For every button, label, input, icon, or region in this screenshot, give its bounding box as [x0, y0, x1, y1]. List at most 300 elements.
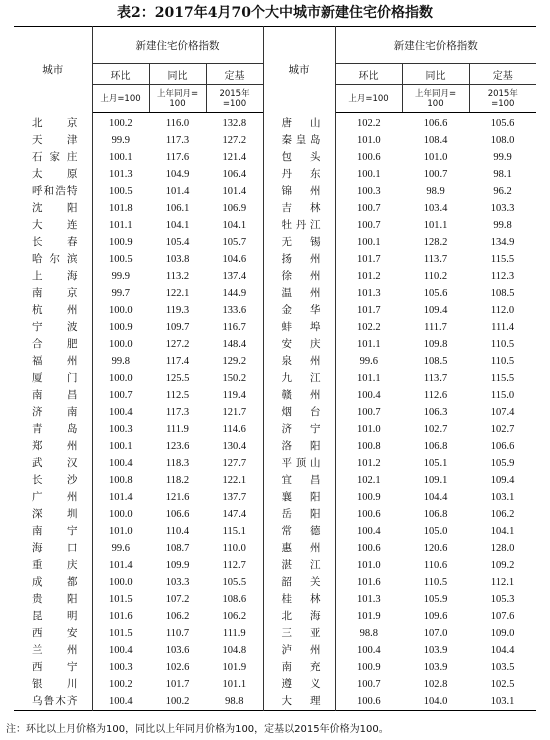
yoy-cell: 100.2: [165, 696, 190, 707]
yoy-cell: 106.6: [165, 509, 190, 520]
city-cell: 南 昌: [14, 387, 92, 404]
mom-cell: 100.1: [108, 152, 133, 163]
mom-cell: 100.7: [356, 203, 381, 214]
fixed-cell: 108.5: [490, 288, 515, 299]
mom-cell: 100.1: [356, 237, 381, 248]
table-row: [14, 625, 536, 642]
mom-cell: 100.3: [108, 662, 133, 673]
fixed-cell: 103.1: [490, 492, 515, 503]
yoy-cell: 107.0: [423, 628, 448, 639]
yoy-header-left: 同比: [149, 64, 206, 85]
fixed-cell: 128.0: [490, 543, 515, 554]
city-cell: 唐 山: [263, 113, 335, 133]
mom-cell: 101.2: [356, 458, 381, 469]
yoy-cell: 109.9: [165, 560, 190, 571]
yoy-cell: 109.7: [165, 322, 190, 333]
index-group-header-left: 新建住宅价格指数: [92, 27, 263, 64]
price-index-table: [14, 26, 536, 711]
city-cell: 扬 州: [263, 251, 335, 268]
yoy-cell: 116.0: [165, 118, 190, 129]
city-cell: 韶 关: [263, 574, 335, 591]
mom-cell: 99.9: [111, 271, 130, 282]
fixed-cell: 105.7: [222, 237, 247, 248]
table-row: [14, 455, 536, 472]
fixed-cell: 121.4: [222, 152, 247, 163]
yoy-cell: 112.5: [165, 390, 190, 401]
yoy-cell: 105.9: [423, 594, 448, 605]
yoy-cell: 110.7: [165, 628, 190, 639]
mom-cell: 100.0: [108, 509, 133, 520]
mom-cell: 100.7: [108, 390, 133, 401]
mom-cell: 101.1: [356, 339, 381, 350]
city-cell: 太 原: [14, 166, 92, 183]
yoy-cell: 104.1: [165, 220, 190, 231]
yoy-cell: 101.4: [165, 186, 190, 197]
table-row: [14, 693, 536, 711]
table-row: [14, 268, 536, 285]
city-cell: 锦 州: [263, 183, 335, 200]
mom-cell: 100.0: [108, 305, 133, 316]
fixed-cell: 98.8: [225, 696, 244, 707]
fixed-cell: 109.0: [490, 628, 515, 639]
yoy-cell: 101.7: [165, 679, 190, 690]
mom-cell: 100.7: [356, 220, 381, 231]
mom-cell: 100.6: [356, 509, 381, 520]
city-cell: 厦 门: [14, 370, 92, 387]
yoy-cell: 109.6: [423, 611, 448, 622]
fixed-cell: 114.6: [222, 424, 246, 435]
fixed-cell: 147.4: [222, 509, 247, 520]
mom-cell: 100.2: [108, 679, 133, 690]
city-cell: 杭 州: [14, 302, 92, 319]
mom-cell: 101.1: [356, 373, 381, 384]
fixed-cell: 106.9: [222, 203, 247, 214]
mom-cell: 100.9: [108, 237, 133, 248]
yoy-cell: 125.5: [165, 373, 190, 384]
city-cell: 大 理: [263, 693, 335, 711]
table-row: [14, 285, 536, 302]
table-row: [14, 336, 536, 353]
city-cell: 大 连: [14, 217, 92, 234]
table-row: [14, 217, 536, 234]
yoy-cell: 104.4: [423, 492, 448, 503]
city-cell: 三 亚: [263, 625, 335, 642]
fixed-cell: 99.9: [493, 152, 512, 163]
mom-cell: 99.9: [111, 135, 130, 146]
fixed-cell: 112.1: [490, 577, 515, 588]
fixed-cell: 129.2: [222, 356, 247, 367]
yoy-cell: 119.3: [165, 305, 190, 316]
fixed-cell: 101.1: [222, 679, 247, 690]
city-cell: 深 圳: [14, 506, 92, 523]
table-row: [14, 113, 536, 133]
city-cell: 哈尔滨: [14, 251, 92, 268]
fixed-cell: 119.4: [222, 390, 246, 401]
city-cell: 银 川: [14, 676, 92, 693]
city-cell: 洛 阳: [263, 438, 335, 455]
city-cell: 武 汉: [14, 455, 92, 472]
table-row: [14, 523, 536, 540]
mom-cell: 100.4: [356, 390, 381, 401]
yoy-cell: 103.6: [165, 645, 190, 656]
yoy-cell: 102.7: [423, 424, 448, 435]
mom-cell: 100.4: [108, 696, 133, 707]
mom-cell: 98.8: [359, 628, 378, 639]
table-body: [14, 113, 536, 711]
fixed-cell: 106.4: [222, 169, 247, 180]
yoy-cell: 105.6: [423, 288, 448, 299]
city-cell: 无 锡: [263, 234, 335, 251]
fixed-cell: 116.7: [222, 322, 246, 333]
fixed-header-left: 定基: [206, 64, 263, 85]
mom-cell: 101.0: [356, 135, 381, 146]
yoy-cell: 117.6: [165, 152, 190, 163]
fixed-cell: 115.5: [490, 254, 515, 265]
fixed-cell: 112.3: [490, 271, 515, 282]
yoy-cell: 111.9: [166, 424, 189, 435]
mom-cell: 100.4: [108, 407, 133, 418]
table-row: [14, 370, 536, 387]
city-cell: 岳 阳: [263, 506, 335, 523]
fixed-cell: 106.6: [490, 441, 515, 452]
yoy-cell: 104.0: [423, 696, 448, 707]
mom-cell: 101.0: [356, 560, 381, 571]
mom-cell: 100.6: [356, 696, 381, 707]
table-title: 表2：2017年4月70个大中城市新建住宅价格指数: [117, 5, 433, 21]
fixed-cell: 112.7: [222, 560, 246, 571]
fixed-header-right: 定基: [469, 64, 536, 85]
fixed-cell: 105.9: [490, 458, 515, 469]
table-row: [14, 591, 536, 608]
city-cell: 郑 州: [14, 438, 92, 455]
city-header-right: 城市: [263, 27, 335, 113]
yoy-cell: 106.2: [165, 611, 190, 622]
mom-cell: 101.3: [356, 594, 381, 605]
table-row: [14, 200, 536, 217]
fixed-cell: 96.2: [493, 186, 512, 197]
city-cell: 乌鲁木齐: [14, 693, 92, 711]
city-cell: 徐 州: [263, 268, 335, 285]
mom-cell: 100.9: [108, 322, 133, 333]
mom-base-left: 上月=100: [92, 85, 149, 113]
mom-cell: 100.9: [356, 662, 381, 673]
table-row: [14, 472, 536, 489]
mom-cell: 101.6: [108, 611, 133, 622]
city-cell: 上 海: [14, 268, 92, 285]
yoy-cell: 112.6: [423, 390, 448, 401]
fixed-cell: 104.8: [222, 645, 247, 656]
mom-cell: 101.7: [356, 305, 381, 316]
fixed-cell: 106.2: [490, 509, 515, 520]
mom-cell: 102.2: [356, 118, 381, 129]
fixed-cell: 107.4: [490, 407, 515, 418]
fixed-cell: 108.0: [490, 135, 515, 146]
mom-cell: 100.1: [108, 441, 133, 452]
city-cell: 石家庄: [14, 149, 92, 166]
yoy-cell: 109.4: [423, 305, 448, 316]
city-cell: 长 春: [14, 234, 92, 251]
fixed-cell: 103.3: [490, 203, 515, 214]
table-row: [14, 387, 536, 404]
fixed-cell: 133.6: [222, 305, 247, 316]
yoy-cell: 117.4: [165, 356, 190, 367]
yoy-cell: 128.2: [423, 237, 448, 248]
city-cell: 蚌 埠: [263, 319, 335, 336]
fixed-cell: 104.4: [490, 645, 515, 656]
mom-cell: 101.0: [356, 424, 381, 435]
city-cell: 沈 阳: [14, 200, 92, 217]
yoy-cell: 102.6: [165, 662, 190, 673]
mom-cell: 100.6: [356, 543, 381, 554]
fixed-cell: 134.9: [490, 237, 515, 248]
fixed-cell: 107.6: [490, 611, 515, 622]
table-row: [14, 642, 536, 659]
footnote: 注：环比以上月价格为100，同比以上年同月价格为100，定基以2015年价格为100。: [6, 724, 389, 735]
table-row: [14, 353, 536, 370]
yoy-cell: 108.7: [165, 543, 190, 554]
mom-cell: 101.4: [108, 492, 133, 503]
table-row: [14, 166, 536, 183]
yoy-cell: 121.6: [165, 492, 190, 503]
mom-cell: 101.6: [356, 577, 381, 588]
fixed-cell: 121.7: [222, 407, 247, 418]
yoy-cell: 106.1: [165, 203, 190, 214]
mom-cell: 101.5: [108, 628, 133, 639]
city-cell: 秦皇岛: [263, 132, 335, 149]
fixed-cell: 108.6: [222, 594, 247, 605]
city-cell: 安 庆: [263, 336, 335, 353]
fixed-cell: 130.4: [222, 441, 247, 452]
yoy-cell: 110.6: [423, 560, 448, 571]
mom-header-left: 环比: [92, 64, 149, 85]
mom-cell: 102.2: [356, 322, 381, 333]
mom-cell: 101.7: [356, 254, 381, 265]
mom-cell: 100.1: [356, 169, 381, 180]
fixed-cell: 103.5: [490, 662, 515, 673]
yoy-cell: 122.1: [165, 288, 190, 299]
city-cell: 广 州: [14, 489, 92, 506]
yoy-cell: 117.3: [165, 407, 190, 418]
table-row: [14, 421, 536, 438]
mom-cell: 100.4: [108, 458, 133, 469]
table-row: [14, 132, 536, 149]
city-cell: 济 南: [14, 404, 92, 421]
fixed-cell: 150.2: [222, 373, 247, 384]
mom-cell: 99.8: [111, 356, 130, 367]
city-cell: 赣 州: [263, 387, 335, 404]
fixed-cell: 109.2: [490, 560, 515, 571]
city-cell: 海 口: [14, 540, 92, 557]
city-cell: 南 京: [14, 285, 92, 302]
index-group-header-right: 新建住宅价格指数: [335, 27, 536, 64]
yoy-cell: 103.9: [423, 662, 448, 673]
yoy-cell: 113.2: [165, 271, 190, 282]
mom-cell: 100.2: [108, 118, 133, 129]
yoy-cell: 113.7: [423, 254, 448, 265]
table-row: [14, 319, 536, 336]
table-row: [14, 676, 536, 693]
city-cell: 平顶山: [263, 455, 335, 472]
fixed-cell: 127.2: [222, 135, 247, 146]
mom-cell: 101.0: [108, 526, 133, 537]
city-cell: 天 津: [14, 132, 92, 149]
city-cell: 温 州: [263, 285, 335, 302]
yoy-cell: 108.5: [423, 356, 448, 367]
yoy-cell: 117.3: [165, 135, 190, 146]
yoy-cell: 109.8: [423, 339, 448, 350]
city-cell: 金 华: [263, 302, 335, 319]
yoy-cell: 123.6: [165, 441, 190, 452]
table-row: [14, 149, 536, 166]
fixed-cell: 104.1: [222, 220, 247, 231]
mom-cell: 99.6: [359, 356, 378, 367]
yoy-cell: 103.3: [165, 577, 190, 588]
yoy-cell: 103.9: [423, 645, 448, 656]
fixed-cell: 110.5: [490, 356, 515, 367]
table-row: [14, 557, 536, 574]
fixed-cell: 144.9: [222, 288, 247, 299]
mom-cell: 99.7: [111, 288, 130, 299]
fixed-cell: 115.5: [490, 373, 515, 384]
city-cell: 南 宁: [14, 523, 92, 540]
mom-cell: 101.9: [356, 611, 381, 622]
fixed-cell: 101.4: [222, 186, 247, 197]
table-row: [14, 574, 536, 591]
yoy-cell: 98.9: [426, 186, 445, 197]
mom-base-right: 上月=100: [335, 85, 402, 113]
city-cell: 南 充: [263, 659, 335, 676]
mom-cell: 100.8: [356, 441, 381, 452]
yoy-cell: 106.8: [423, 441, 448, 452]
city-cell: 福 州: [14, 353, 92, 370]
mom-cell: 100.6: [356, 152, 381, 163]
city-cell: 长 沙: [14, 472, 92, 489]
yoy-cell: 105.1: [423, 458, 448, 469]
yoy-cell: 102.8: [423, 679, 448, 690]
yoy-cell: 105.0: [423, 526, 448, 537]
city-cell: 泸 州: [263, 642, 335, 659]
mom-cell: 100.0: [108, 339, 133, 350]
table-row: [14, 438, 536, 455]
fixed-cell: 111.9: [222, 628, 246, 639]
fixed-cell: 137.7: [222, 492, 247, 503]
yoy-cell: 118.3: [165, 458, 190, 469]
table-row: [14, 608, 536, 625]
city-cell: 九 江: [263, 370, 335, 387]
fixed-cell: 99.8: [493, 220, 512, 231]
mom-cell: 100.7: [356, 407, 381, 418]
table-row: [14, 251, 536, 268]
yoy-cell: 105.4: [165, 237, 190, 248]
yoy-cell: 113.7: [423, 373, 448, 384]
city-cell: 吉 林: [263, 200, 335, 217]
fixed-cell: 122.1: [222, 475, 247, 486]
city-cell: 兰 州: [14, 642, 92, 659]
fixed-cell: 111.4: [491, 322, 514, 333]
mom-cell: 101.5: [108, 594, 133, 605]
fixed-cell: 101.9: [222, 662, 247, 673]
table-row: [14, 183, 536, 200]
yoy-cell: 118.2: [165, 475, 190, 486]
city-cell: 遵 义: [263, 676, 335, 693]
city-cell: 泉 州: [263, 353, 335, 370]
yoy-header-right: 同比: [402, 64, 469, 85]
fixed-cell: 115.1: [222, 526, 246, 537]
fixed-cell: 102.5: [490, 679, 515, 690]
table-row: [14, 659, 536, 676]
city-cell: 贵 阳: [14, 591, 92, 608]
yoy-cell: 103.4: [423, 203, 448, 214]
mom-cell: 100.4: [356, 645, 381, 656]
yoy-base-right: 上年同月= 100: [402, 85, 469, 113]
yoy-cell: 106.6: [423, 118, 448, 129]
mom-cell: 101.1: [108, 220, 133, 231]
fixed-cell: 110.5: [490, 339, 515, 350]
yoy-cell: 108.4: [423, 135, 448, 146]
yoy-cell: 107.2: [165, 594, 190, 605]
table-row: [14, 302, 536, 319]
mom-cell: 100.8: [108, 475, 133, 486]
city-cell: 青 岛: [14, 421, 92, 438]
city-cell: 常 德: [263, 523, 335, 540]
city-cell: 宁 波: [14, 319, 92, 336]
fixed-cell: 110.0: [222, 543, 246, 554]
city-cell: 北 海: [263, 608, 335, 625]
fixed-cell: 103.1: [490, 696, 515, 707]
city-cell: 包 头: [263, 149, 335, 166]
city-cell: 牡丹江: [263, 217, 335, 234]
fixed-cell: 137.4: [222, 271, 247, 282]
mom-cell: 100.4: [108, 645, 133, 656]
mom-cell: 101.3: [108, 169, 133, 180]
mom-cell: 100.0: [108, 373, 133, 384]
city-cell: 北 京: [14, 113, 92, 133]
fixed-cell: 105.6: [490, 118, 515, 129]
yoy-cell: 101.0: [423, 152, 448, 163]
yoy-cell: 120.6: [423, 543, 448, 554]
city-cell: 宜 昌: [263, 472, 335, 489]
fixed-cell: 148.4: [222, 339, 247, 350]
fixed-cell: 105.5: [222, 577, 247, 588]
city-cell: 济 宁: [263, 421, 335, 438]
table-row: [14, 540, 536, 557]
fixed-cell: 112.0: [490, 305, 515, 316]
fixed-cell: 109.4: [490, 475, 515, 486]
fixed-cell: 127.7: [222, 458, 247, 469]
yoy-cell: 106.3: [423, 407, 448, 418]
yoy-cell: 110.5: [423, 577, 448, 588]
yoy-cell: 104.9: [165, 169, 190, 180]
yoy-cell: 106.8: [423, 509, 448, 520]
fixed-base-left: 2015年 =100: [206, 85, 263, 113]
fixed-cell: 105.3: [490, 594, 515, 605]
yoy-cell: 101.1: [423, 220, 448, 231]
mom-cell: 100.3: [356, 186, 381, 197]
mom-cell: 99.6: [111, 543, 130, 554]
mom-cell: 100.3: [108, 424, 133, 435]
city-cell: 襄 阳: [263, 489, 335, 506]
city-cell: 昆 明: [14, 608, 92, 625]
mom-cell: 101.3: [356, 288, 381, 299]
city-cell: 惠 州: [263, 540, 335, 557]
city-cell: 桂 林: [263, 591, 335, 608]
city-cell: 湛 江: [263, 557, 335, 574]
yoy-cell: 109.1: [423, 475, 448, 486]
city-cell: 呼和浩特: [14, 183, 92, 200]
mom-cell: 100.7: [356, 679, 381, 690]
yoy-cell: 111.7: [424, 322, 447, 333]
mom-cell: 102.1: [356, 475, 381, 486]
